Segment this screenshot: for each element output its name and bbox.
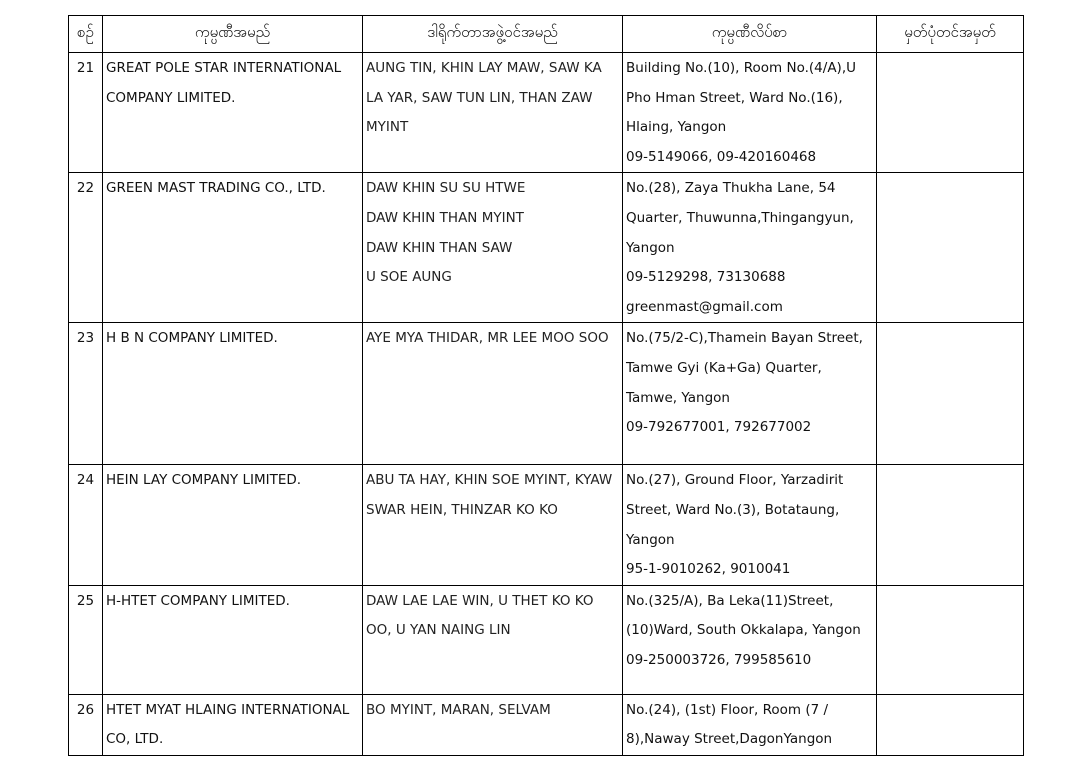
table-row: [69, 465, 1024, 585]
address-line: 09-250003726, 799585610: [626, 651, 812, 668]
header-address: ကုမ္ပဏီလိပ်စာ: [623, 16, 877, 53]
remarks-cell: [877, 53, 1024, 173]
company-name-line: HTET MYAT HLAING INTERNATIONAL: [106, 701, 350, 718]
directors-cell: [363, 323, 623, 465]
address-line: No.(28), Zaya Thukha Lane, 54: [626, 180, 836, 197]
company-registry-sheet: [68, 15, 1023, 756]
director-line: DAW LAE LAE WIN, U THET KO KO: [366, 592, 594, 609]
address-cell: [623, 465, 877, 585]
address-cell: [623, 694, 877, 755]
director-line: ABU TA HAY, KHIN SOE MYINT, KYAW: [366, 472, 613, 489]
remarks-cell: [877, 173, 1024, 323]
company-name-line: HEIN LAY COMPANY LIMITED.: [106, 472, 302, 489]
company-name-cell: [103, 465, 363, 585]
remarks-cell: [877, 323, 1024, 465]
remarks-cell: [877, 694, 1024, 755]
director-line: LA YAR, SAW TUN LIN, THAN ZAW: [366, 89, 593, 106]
remarks-cell: [877, 465, 1024, 585]
directors-cell: [363, 465, 623, 585]
directors-cell: [363, 53, 623, 173]
email-line: greenmast@gmail.com: [626, 298, 783, 315]
company-name-cell: [103, 53, 363, 173]
director-line: AUNG TIN, KHIN LAY MAW, SAW KA: [366, 60, 602, 76]
row-number: 21: [69, 53, 103, 173]
company-name-line: GREEN MAST TRADING CO., LTD.: [106, 180, 326, 197]
address-line: Tamwe, Yangon: [626, 389, 730, 406]
address-line: 8),Naway Street,DagonYangon: [626, 731, 833, 748]
directors-cell: [363, 585, 623, 694]
row-number: 23: [69, 323, 103, 465]
company-name-line: CO, LTD.: [106, 731, 164, 748]
director-line: U SOE AUNG: [366, 269, 452, 286]
company-name-line: H-HTET COMPANY LIMITED.: [106, 592, 290, 609]
address-cell: [623, 323, 877, 465]
company-name-cell: [103, 173, 363, 323]
remarks-cell: [877, 585, 1024, 694]
header-remarks: မှတ်ပုံတင်အမှတ်: [877, 16, 1024, 53]
row-number: 26: [69, 694, 103, 755]
directors-cell: [363, 694, 623, 755]
director-line: AYE MYA THIDAR, MR LEE MOO SOO: [366, 330, 609, 347]
address-line: 09-5149066, 09-420160468: [626, 148, 817, 165]
header-row: [69, 16, 1024, 53]
address-line: 95-1-9010262, 9010041: [626, 561, 791, 578]
row-number: 22: [69, 173, 103, 323]
company-name-cell: [103, 694, 363, 755]
table-row: [69, 323, 1024, 465]
company-name-line: GREAT POLE STAR INTERNATIONAL: [106, 60, 342, 76]
company-name-cell: [103, 323, 363, 465]
director-line: SWAR HEIN, THINZAR KO KO: [366, 501, 558, 518]
header-directors: ဒါရိုက်တာအဖွဲ့ဝင်အမည်: [363, 16, 623, 53]
row-number: 24: [69, 465, 103, 585]
director-line: DAW KHIN THAN MYINT: [366, 209, 524, 226]
row-number: 25: [69, 585, 103, 694]
table-row: [69, 585, 1024, 694]
table-row: [69, 694, 1024, 755]
address-line: 09-5129298, 73130688: [626, 269, 786, 286]
company-name-line: H B N COMPANY LIMITED.: [106, 330, 278, 347]
table-row: [69, 53, 1024, 173]
address-line: Yangon: [626, 531, 675, 548]
company-name-cell: [103, 585, 363, 694]
address-line: No.(27), Ground Floor, Yarzadirit: [626, 472, 844, 489]
address-line: Tamwe Gyi (Ka+Ga) Quarter,: [626, 359, 822, 376]
header-company-name: ကုမ္ပဏီအမည်: [103, 16, 363, 53]
address-line: Street, Ward No.(3), Botataung,: [626, 501, 840, 518]
director-line: OO, U YAN NAING LIN: [366, 622, 511, 639]
address-line: (10)Ward, South Okkalapa, Yangon: [626, 622, 861, 639]
address-line: Quarter, Thuwunna,Thingangyun,: [626, 209, 854, 226]
address-line: No.(325/A), Ba Leka(11)Street,: [626, 592, 834, 609]
address-line: Yangon: [626, 239, 675, 256]
address-cell: [623, 585, 877, 694]
address-cell: [623, 173, 877, 323]
table-row: [69, 173, 1024, 323]
address-line: No.(75/2-C),Thamein Bayan Street,: [626, 330, 863, 347]
company-name-line: COMPANY LIMITED.: [106, 89, 236, 106]
address-line: Building No.(10), Room No.(4/A),U: [626, 60, 856, 76]
director-line: MYINT: [366, 119, 409, 136]
address-cell: [623, 53, 877, 173]
director-line: DAW KHIN SU SU HTWE: [366, 180, 526, 197]
directors-cell: [363, 173, 623, 323]
director-line: DAW KHIN THAN SAW: [366, 239, 513, 256]
address-line: No.(24), (1st) Floor, Room (7 /: [626, 701, 829, 718]
company-table: [68, 15, 1024, 756]
address-line: 09-792677001, 792677002: [626, 419, 812, 436]
header-no: စဉ်: [69, 16, 103, 53]
address-line: Pho Hman Street, Ward No.(16),: [626, 89, 843, 106]
address-line: Hlaing, Yangon: [626, 119, 727, 136]
director-line: BO MYINT, MARAN, SELVAM: [366, 701, 551, 718]
